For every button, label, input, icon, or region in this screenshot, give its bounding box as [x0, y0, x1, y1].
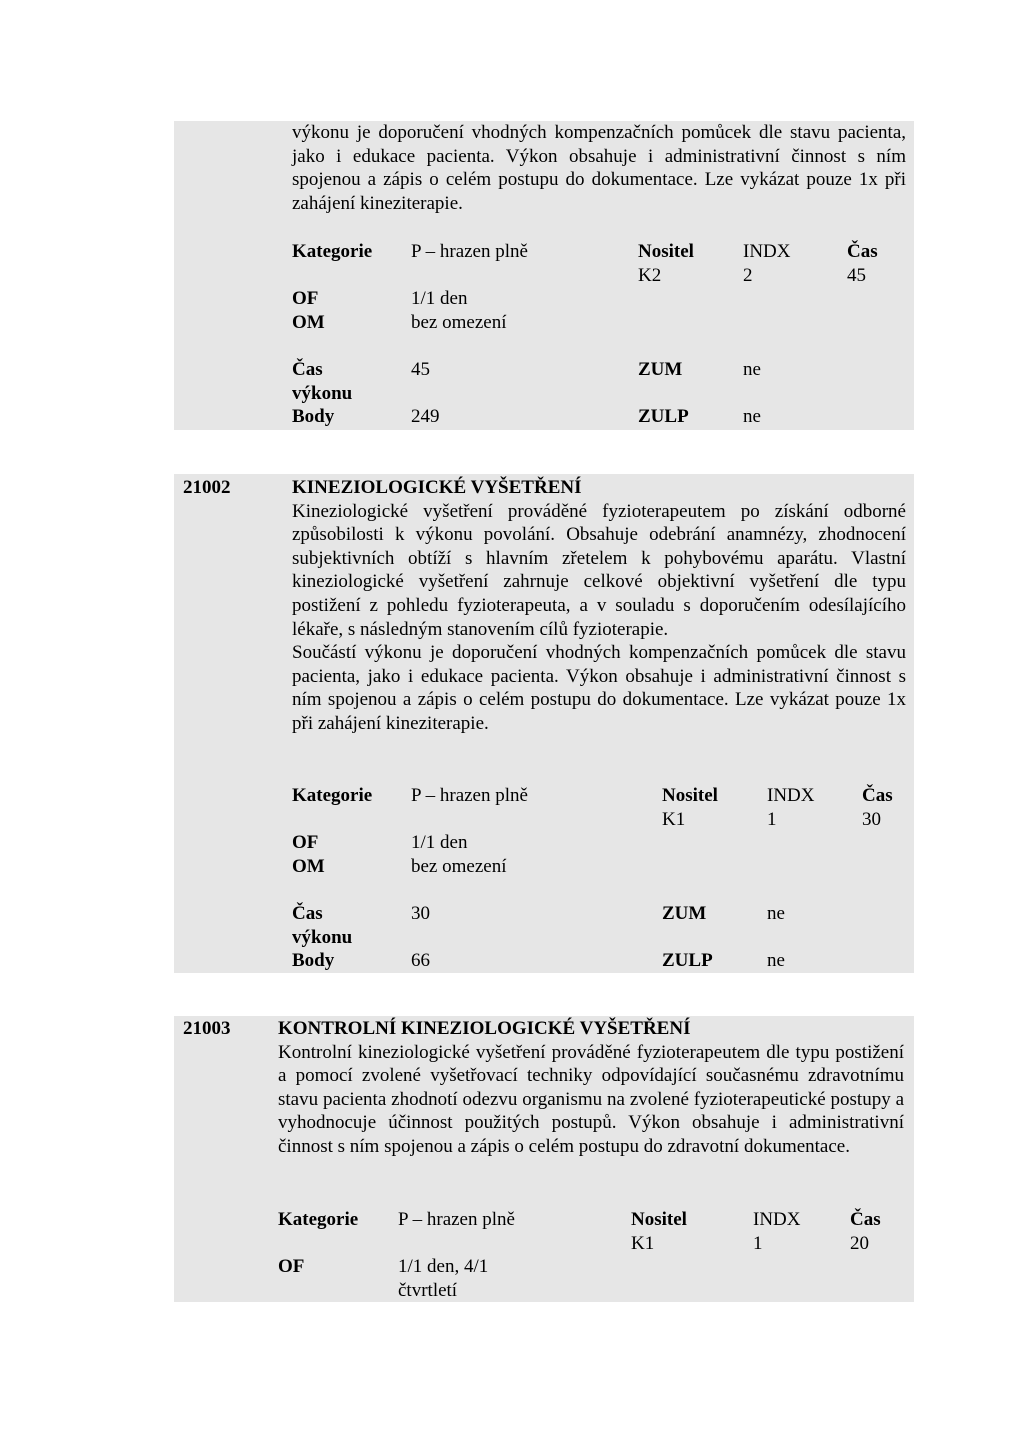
nositel-value: K1	[631, 1232, 655, 1254]
of-label: OF	[278, 1256, 305, 1278]
procedure-description: Kineziologické vyšetření prováděné fyzioterapeutem po získání odborné způsobilosti k výkonu povolání. Obsahuje odebrání anamnézy, zhodnocení subjektivních obtíží s hlavním zřetelem k pohybovému aparátu. Vlastní kineziologické vyšetření zahrnuje celkové objektivní vyšetření dle typu postižení z pohledu fyzioterapeuta, a v souladu s doporučením odesílajícího lékaře, s následným stanovením cílů fyzioterapie.	[292, 500, 906, 640]
cas-label: Čas	[862, 785, 893, 806]
om-value: bez omezení	[411, 855, 507, 877]
block3-content	[278, 1017, 904, 1159]
of-label: OF	[292, 832, 319, 854]
kategorie-label: Kategorie	[292, 241, 373, 262]
nositel-label: Nositel	[638, 241, 694, 262]
procedure-description: Kontrolní kineziologické vyšetření prováděné fyzioterapeutem dle typu postižení a pomocí zvolené vyšetřovací techniky odpovídající současnému zdravotnímu stavu pacienta zhodnotí odezvu organismu na zvolené fyzioterapeutické postupy a vyhodnocuje účinnost použitých postupů. Výkon obsahuje i administrativní činnost s ním spojenou a zápis o celém postupu do zdravotní dokumentace.	[278, 1041, 904, 1157]
indx-label: INDX	[743, 241, 791, 262]
of-value: 1/1 den	[411, 832, 468, 854]
kategorie-value: P – hrazen plně	[398, 1209, 515, 1230]
of-value: 1/1 den, 4/1 čtvrtletí	[398, 1256, 489, 1301]
block3-attributes	[278, 1208, 904, 1302]
procedure-code: 21003	[183, 1018, 231, 1039]
cas-label: Čas	[847, 241, 878, 262]
zulp-label: ZULP	[662, 950, 713, 972]
indx-value: 1	[767, 808, 777, 830]
indx-value: 1	[753, 1232, 763, 1254]
block2-attributes	[292, 784, 906, 974]
nositel-label: Nositel	[631, 1209, 687, 1230]
zum-value: ne	[767, 903, 785, 924]
body-value: 66	[411, 950, 430, 972]
cas-label: Čas	[850, 1209, 881, 1230]
nositel-label: Nositel	[662, 785, 718, 806]
block1-attributes	[292, 240, 906, 430]
procedure-description-2: Součástí výkonu je doporučení vhodných kompenzačních pomůcek dle stavu pacienta, jako i edukace pacienta. Výkon obsahuje i administrativní činnost s ním spojenou a zápis o celém postupu do dokumentace. Lze vykázat pouze 1x při zahájení kineziterapie.	[292, 642, 906, 734]
cas-vykonu-label: Čas výkonu	[292, 359, 353, 404]
cas-vykonu-value: 30	[411, 903, 430, 924]
nositel-value: K2	[638, 264, 662, 286]
zulp-label: ZULP	[638, 406, 689, 428]
procedure-description: výkonu je doporučení vhodných kompenzačních pomůcek dle stavu pacienta, jako i edukace pacienta. Výkon obsahuje i administrativní činnost s ním spojenou a zápis o celém postupu do dokumentace. Lze vykázat pouze 1x při zahájení kineziterapie.	[292, 122, 906, 214]
zum-label: ZUM	[638, 359, 683, 380]
procedure-title: KONTROLNÍ KINEZIOLOGICKÉ VYŠETŘENÍ	[278, 1018, 691, 1039]
body-label: Body	[292, 406, 335, 428]
of-label: OF	[292, 288, 319, 310]
om-label: OM	[292, 311, 325, 333]
om-label: OM	[292, 855, 325, 877]
body-label: Body	[292, 950, 335, 972]
cas-vykonu-value: 45	[411, 359, 430, 380]
kategorie-value: P – hrazen plně	[411, 785, 528, 806]
zum-label: ZUM	[662, 903, 707, 924]
zulp-value: ne	[767, 950, 785, 972]
block2-content	[292, 476, 906, 736]
cas-value: 20	[850, 1232, 869, 1254]
indx-label: INDX	[767, 785, 815, 806]
kategorie-value: P – hrazen plně	[411, 241, 528, 262]
om-value: bez omezení	[411, 311, 507, 333]
of-value: 1/1 den	[411, 288, 468, 310]
procedure-title: KINEZIOLOGICKÉ VYŠETŘENÍ	[292, 477, 582, 498]
nositel-value: K1	[662, 808, 686, 830]
block1-content	[292, 121, 906, 215]
procedure-code: 21002	[183, 477, 231, 498]
indx-value: 2	[743, 264, 753, 286]
cas-vykonu-label: Čas výkonu	[292, 903, 353, 948]
cas-value: 30	[862, 808, 881, 830]
indx-label: INDX	[753, 1209, 801, 1230]
body-value: 249	[411, 406, 440, 428]
zulp-value: ne	[743, 406, 761, 428]
kategorie-label: Kategorie	[278, 1209, 359, 1230]
zum-value: ne	[743, 359, 761, 380]
cas-value: 45	[847, 264, 866, 286]
kategorie-label: Kategorie	[292, 785, 373, 806]
